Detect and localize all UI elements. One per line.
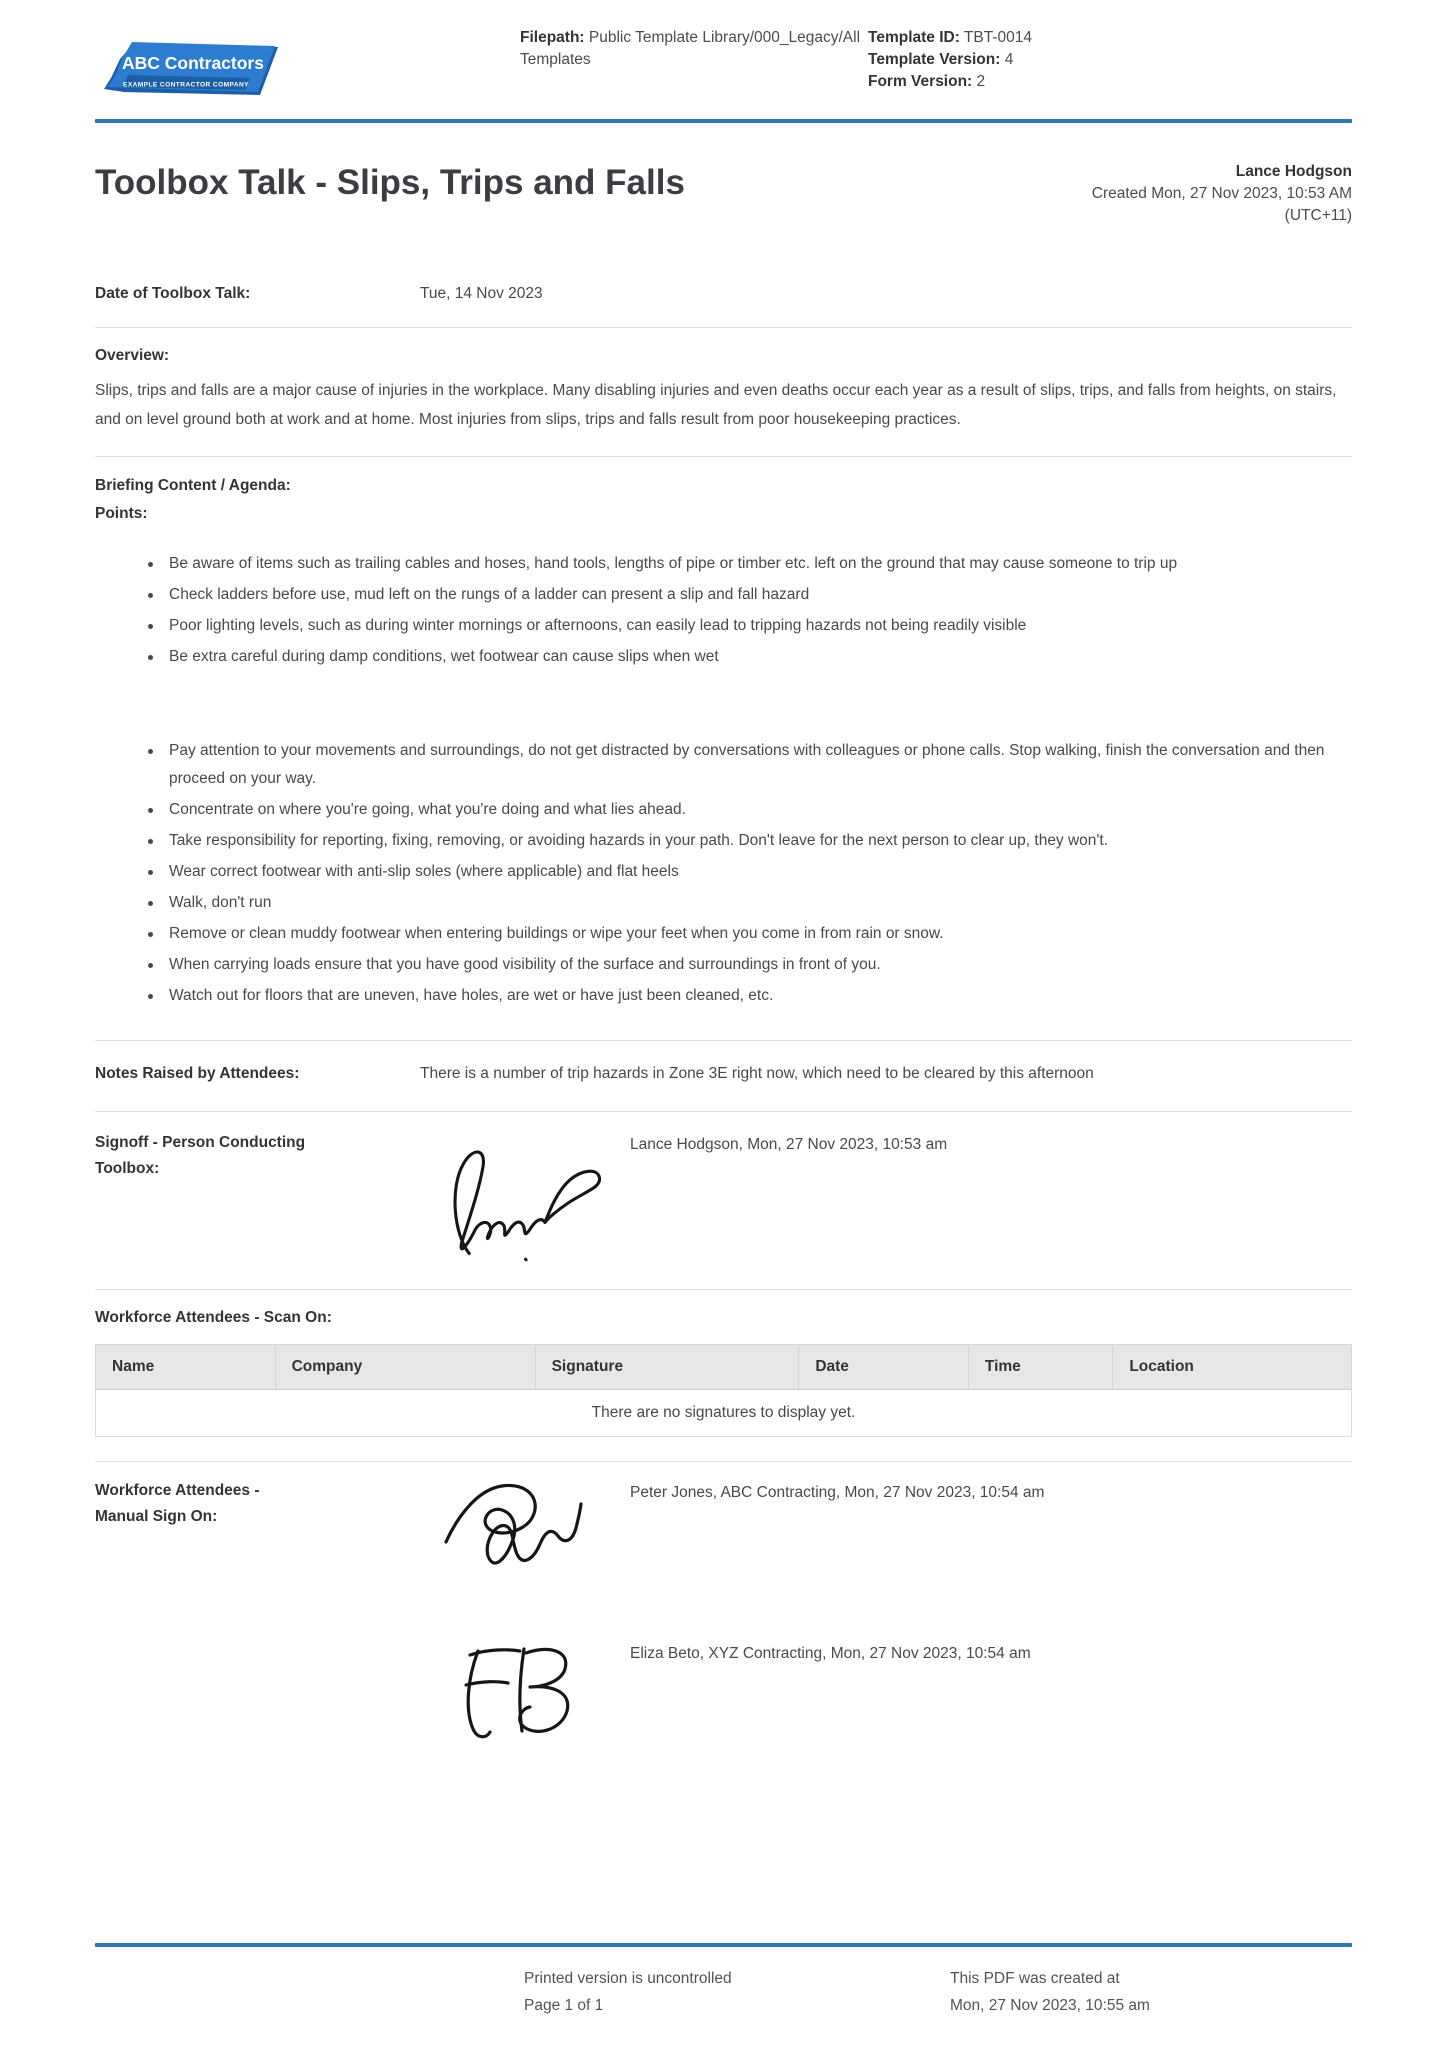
document-header	[0, 0, 1447, 125]
section-divider	[95, 1040, 1352, 1041]
agenda-point: Check ladders before use, mud left on the rungs of a ladder can present a slip and fall hazard	[139, 581, 1352, 609]
footer-columns	[95, 1965, 1352, 2025]
footer-right-block	[950, 1965, 1150, 2019]
date-value: Tue, 14 Nov 2023	[420, 285, 543, 302]
agenda-point: Be aware of items such as trailing cables and hoses, hand tools, lengths of pipe or timber etc. left on the ground that may cause someone to trip up	[139, 550, 1352, 578]
manual-sign-on-label: Workforce Attendees - Manual Sign On:	[95, 1482, 260, 1525]
scan-on-column-header: Date	[799, 1345, 969, 1390]
notes-raised-row	[95, 1061, 1352, 1087]
manual-sign-on-entries	[440, 1478, 1352, 1752]
peter-jones-signature-image	[440, 1478, 600, 1600]
template-id-label: Template ID:	[868, 29, 960, 46]
agenda-point: When carrying loads ensure that you have good visibility of the surface and surroundings in front of you.	[139, 951, 1352, 979]
manual-sign-on-entry	[440, 1478, 1352, 1605]
agenda-point: Wear correct footwear with anti-slip soles (where applicable) and flat heels	[139, 858, 1352, 886]
eliza-beto-signature-box	[440, 1639, 630, 1752]
signoff-value: Lance Hodgson, Mon, 27 Nov 2023, 10:53 am	[630, 1136, 948, 1153]
scan-on-column-header: Name	[96, 1345, 276, 1390]
agenda-point: Pay attention to your movements and surroundings, do not get distracted by conversations with colleagues or phone calls. Stop walking, finish the conversation and then proceed on your way.	[139, 737, 1352, 793]
notes-label: Notes Raised by Attendees:	[95, 1065, 300, 1082]
logo-title: ABC Contractors	[122, 53, 264, 73]
scan-on-empty-message: There are no signatures to display yet.	[96, 1390, 1352, 1437]
template-info-block	[868, 27, 1168, 93]
author-name: Lance Hodgson	[1235, 163, 1352, 180]
agenda-point: Take responsibility for reporting, fixing, removing, or avoiding hazards in your path. Don't leave for the next person to clear up, they won't.	[139, 827, 1352, 855]
eliza-beto-signature-image	[454, 1639, 594, 1747]
overview-section	[95, 328, 1352, 434]
template-id-row	[868, 27, 1168, 49]
created-timezone: (UTC+11)	[1284, 207, 1352, 224]
document-footer	[95, 1943, 1352, 2025]
manual-entry-text: Eliza Beto, XYZ Contracting, Mon, 27 Nov 2023, 10:54 am	[630, 1645, 1031, 1662]
section-divider	[95, 1111, 1352, 1112]
briefing-label: Briefing Content / Agenda:	[95, 477, 291, 494]
scan-on-table	[95, 1344, 1352, 1437]
scan-on-table-header-row	[96, 1345, 1352, 1390]
manual-sign-on-entry	[440, 1639, 1352, 1752]
template-version-value: 4	[1004, 51, 1014, 68]
date-label: Date of Toolbox Talk:	[95, 285, 251, 302]
agenda-points-group-1	[95, 550, 1352, 671]
filepath-label: Filepath:	[520, 29, 585, 46]
scan-on-section	[95, 1290, 1352, 1437]
footer-uncontrolled-note: Printed version is uncontrolled	[524, 1970, 732, 1987]
signoff-signature-box	[440, 1130, 630, 1273]
agenda-points-group-2	[95, 737, 1352, 1010]
footer-created-timestamp: Mon, 27 Nov 2023, 10:55 am	[950, 1997, 1150, 2014]
logo-subtitle: EXAMPLE CONTRACTOR COMPANY	[123, 81, 249, 89]
form-version-label: Form Version:	[868, 73, 973, 90]
scan-on-empty-row	[96, 1390, 1352, 1437]
footer-divider-line	[95, 1943, 1352, 1947]
created-block	[1092, 161, 1352, 227]
filepath-value: Public Template Library/000_Legacy/All Templates	[520, 29, 861, 68]
agenda-point: Poor lighting levels, such as during winter mornings or afternoons, can easily lead to tripping hazards not being readily visible	[139, 612, 1352, 640]
overview-label: Overview:	[95, 347, 170, 364]
agenda-point: Watch out for floors that are uneven, have holes, are wet or have just been cleaned, etc.	[139, 982, 1352, 1010]
footer-page-number: Page 1 of 1	[524, 1997, 604, 2014]
scan-on-label: Workforce Attendees - Scan On:	[95, 1309, 332, 1326]
scan-on-column-header: Time	[968, 1345, 1112, 1390]
agenda-point: Remove or clean muddy footwear when entering buildings or wipe your feet when you come in from rain or snow.	[139, 920, 1352, 948]
document-body	[0, 161, 1447, 1752]
peter-jones-signature-box	[440, 1478, 630, 1605]
overview-text: Slips, trips and falls are a major cause of injuries in the workplace. Many disabling injuries and even deaths occur each year as a result of slips, trips, and falls from heights, on stairs, and on level ground both at work and at home. Most injuries from slips, trips and falls result from poor housekeeping practices.	[95, 382, 1337, 428]
scan-on-column-header: Company	[275, 1345, 535, 1390]
title-row	[95, 161, 1352, 227]
form-version-row	[868, 71, 1168, 93]
signoff-label: Signoff - Person Conducting Toolbox:	[95, 1134, 306, 1177]
page-title: Toolbox Talk - Slips, Trips and Falls	[95, 163, 685, 202]
footer-left-block	[524, 1965, 732, 2019]
agenda-point: Be extra careful during damp conditions, wet footwear can cause slips when wet	[139, 643, 1352, 671]
notes-value: There is a number of trip hazards in Zone 3E right now, which need to be cleared by this afternoon	[420, 1065, 1094, 1082]
footer-created-note: This PDF was created at	[950, 1970, 1120, 1987]
abc-contractors-logo	[98, 42, 280, 98]
briefing-agenda-section	[95, 457, 1352, 1010]
template-version-label: Template Version:	[868, 51, 1001, 68]
manual-entry-text: Peter Jones, ABC Contracting, Mon, 27 Nov 2023, 10:54 am	[630, 1484, 1045, 1501]
points-label: Points:	[95, 505, 148, 522]
signoff-section	[95, 1130, 1352, 1273]
created-date: Created Mon, 27 Nov 2023, 10:53 AM	[1091, 185, 1352, 202]
form-version-value: 2	[976, 73, 986, 90]
lance-hodgson-signature-image	[440, 1130, 615, 1268]
scan-on-column-header: Location	[1113, 1345, 1352, 1390]
scan-on-column-header: Signature	[535, 1345, 799, 1390]
template-version-row	[868, 49, 1168, 71]
agenda-point: Concentrate on where you're going, what you're doing and what lies ahead.	[139, 796, 1352, 824]
template-id-value: TBT-0014	[963, 29, 1032, 46]
section-divider	[95, 1461, 1352, 1462]
date-of-toolbox-talk-row	[95, 281, 1352, 307]
header-divider-line	[95, 119, 1352, 123]
manual-sign-on-section	[95, 1478, 1352, 1752]
agenda-point: Walk, don't run	[139, 889, 1352, 917]
